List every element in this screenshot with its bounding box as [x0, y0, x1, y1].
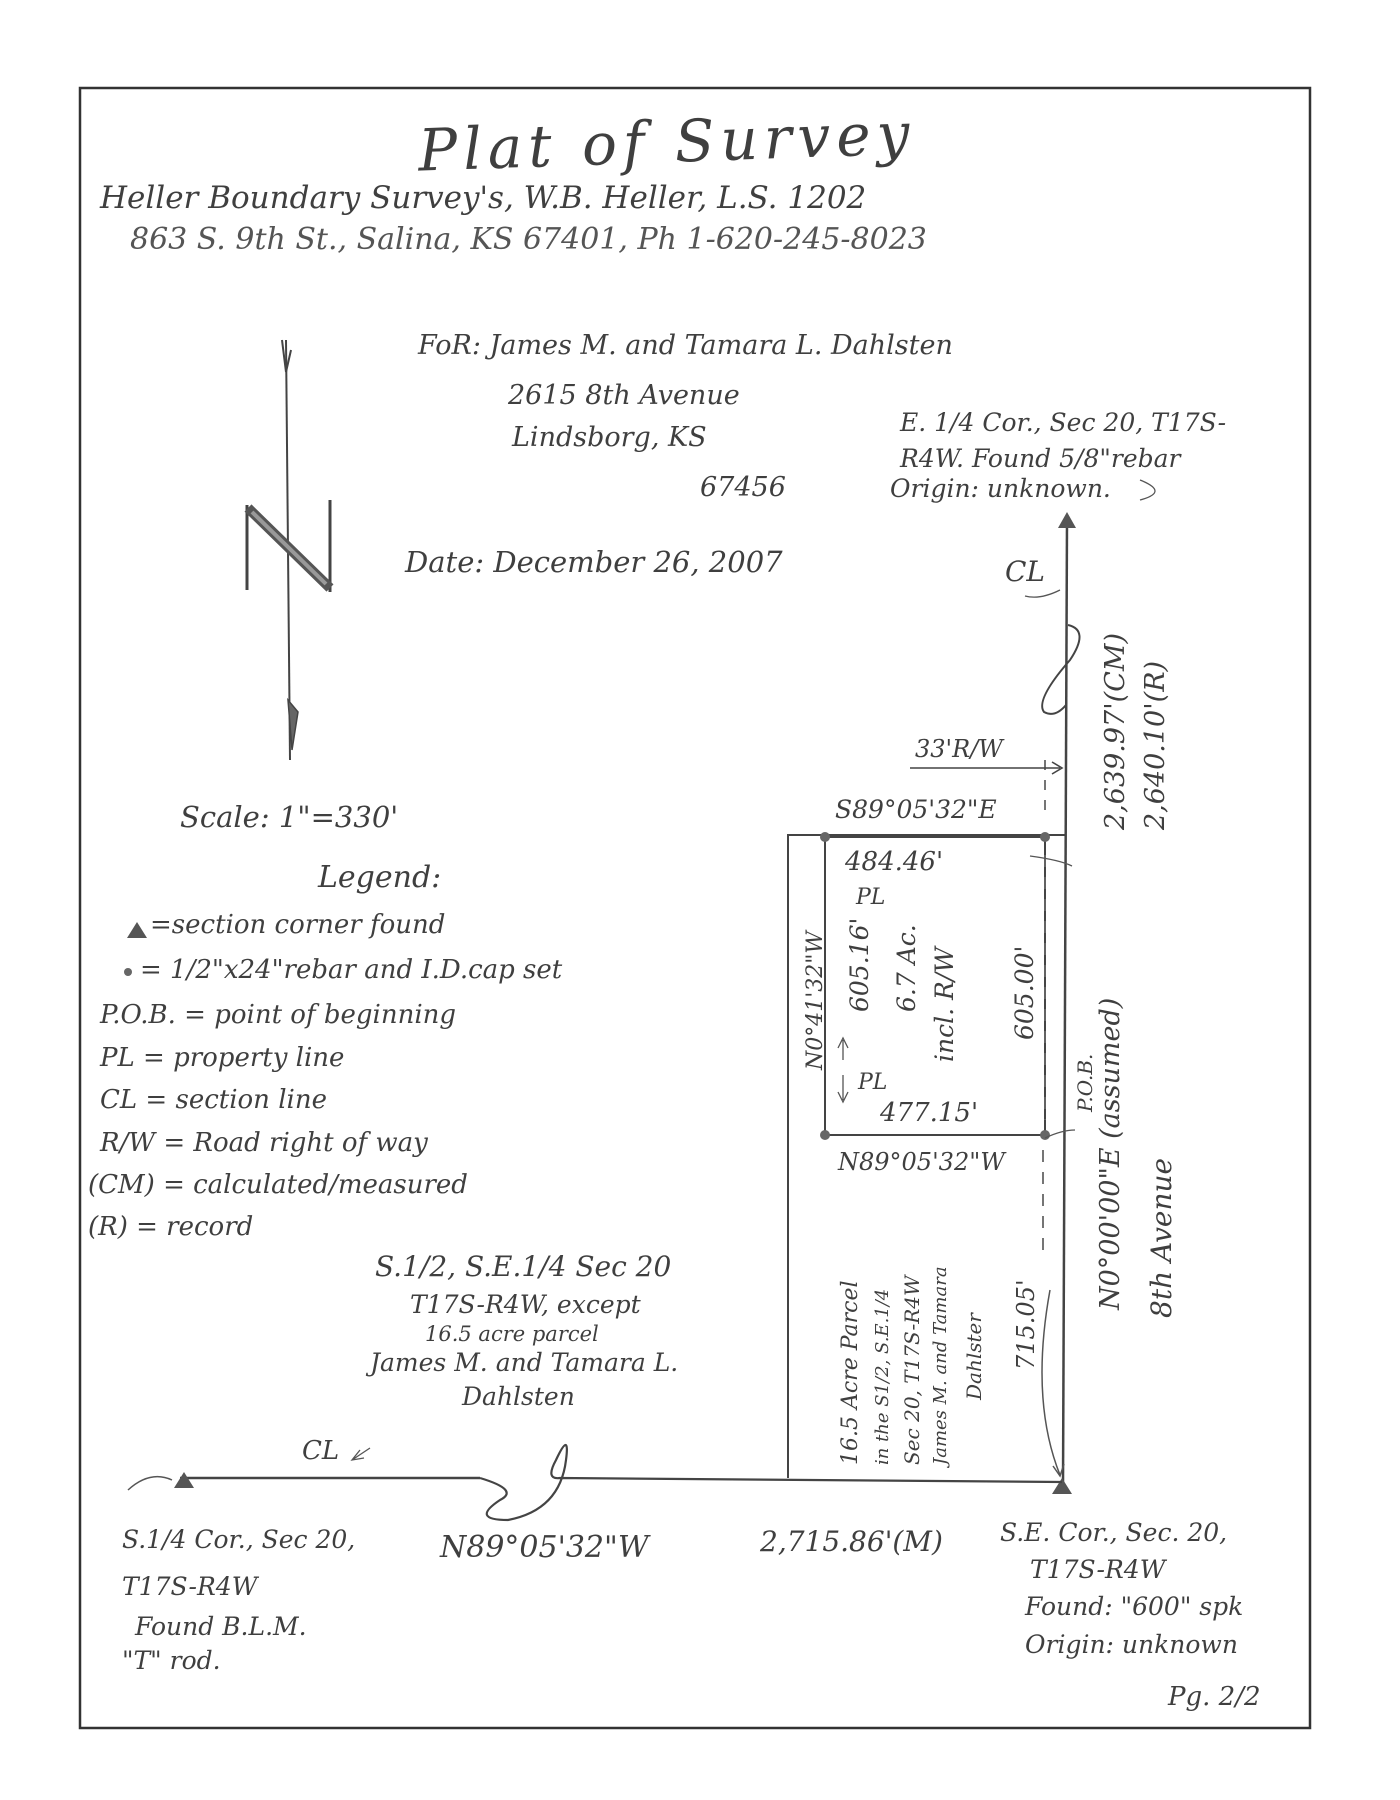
east-distance: 605.00' — [1010, 945, 1039, 1040]
pl-bottom-label: PL — [858, 1070, 888, 1095]
sw-corner-note-4: "T" rod. — [122, 1646, 221, 1675]
north-distance: 484.46' — [845, 847, 944, 877]
se-corner-note-4: Origin: unknown — [1025, 1630, 1238, 1659]
se-corner-note-3: Found: "600" spk — [1025, 1592, 1244, 1621]
south-bearing: N89°05'32"W — [838, 1148, 1005, 1176]
ne-corner-note-3: Origin: unknown. — [890, 474, 1111, 503]
scale-label: Scale: 1"=330' — [180, 800, 399, 834]
legend-item-7: (CM) = calculated/measured — [88, 1170, 468, 1200]
inner-parcel-3: Sec 20, T17S-R4W — [900, 1275, 924, 1465]
road-label: 8th Avenue — [1145, 1157, 1178, 1318]
south-segment-dist: 715.05' — [1012, 1279, 1040, 1370]
legend-title: Legend: — [318, 860, 442, 895]
west-distance: 605.16' — [845, 917, 874, 1012]
sw-corner-note-1: S.1/4 Cor., Sec 20, — [122, 1525, 356, 1554]
bottom-bearing: N89°05'32"W — [440, 1530, 649, 1565]
legend-item-1: =section corner found — [150, 910, 446, 940]
parcel-desc-4: James M. and Tamara L. — [370, 1348, 679, 1377]
north-bearing: S89°05'32"E — [835, 795, 997, 824]
inner-parcel-5: Dahlster — [962, 1313, 986, 1400]
cl-top-label: CL — [1005, 555, 1046, 588]
inner-parcel-1: 16.5 Acre Parcel — [838, 1280, 863, 1465]
plat-title: Plat of Survey — [416, 99, 917, 185]
triangle-icon — [127, 922, 147, 938]
survey-date: Date: December 26, 2007 — [405, 545, 783, 579]
sw-corner-marker — [174, 1472, 194, 1488]
legend-item-5: CL = section line — [100, 1085, 327, 1115]
client-name: FoR: James M. and Tamara L. Dahlsten — [418, 330, 953, 361]
surveyor-line: Heller Boundary Survey's, W.B. Heller, L.S. 1202 — [100, 180, 867, 216]
client-zip: 67456 — [700, 472, 786, 503]
east-line-bearing: N0°00'00"E (assumed) — [1095, 997, 1126, 1310]
parcel-desc-5: Dahlsten — [462, 1382, 575, 1411]
sw-corner-note-3: Found B.L.M. — [135, 1612, 307, 1641]
address-line: 863 S. 9th St., Salina, KS 67401, Ph 1-620-245-8023 — [130, 222, 927, 257]
ne-corner-note-2: R4W. Found 5/8"rebar — [900, 444, 1181, 473]
parcel-desc-1: S.1/2, S.E.1/4 Sec 20 — [375, 1250, 672, 1283]
se-corner-note-2: T17S-R4W — [1030, 1555, 1166, 1584]
north-arrow-icon — [247, 340, 330, 760]
pl-top-label: PL — [856, 885, 886, 910]
section-dist-r: 2,640.10'(R) — [1140, 660, 1171, 830]
north-arrow-label — [0, 0, 1, 1]
legend-item-2: = 1/2"x24"rebar and I.D.cap set — [140, 955, 563, 985]
pob-label: P.O.B. — [1073, 1053, 1097, 1112]
legend-item-8: (R) = record — [88, 1212, 254, 1242]
se-corner-note-1: S.E. Cor., Sec. 20, — [1000, 1518, 1228, 1547]
section-dist-cm: 2,639.97'(CM) — [1100, 632, 1131, 830]
bottom-distance: 2,715.86'(M) — [760, 1525, 943, 1558]
row-label: 33'R/W — [915, 735, 1003, 763]
area-label-2: incl. R/W — [930, 947, 959, 1062]
cl-bottom-label: CL — [302, 1436, 340, 1466]
parcel-desc-3: 16.5 acre parcel — [425, 1322, 599, 1346]
parcel-desc-2: T17S-R4W, except — [410, 1290, 641, 1319]
client-city: Lindsborg, KS — [512, 422, 707, 453]
area-label: 6.7 Ac. — [892, 924, 921, 1012]
rebar-dot-icon — [124, 968, 132, 976]
ne-corner-note-1: E. 1/4 Cor., Sec 20, T17S- — [900, 408, 1227, 437]
sw-corner-note-2: T17S-R4W — [122, 1572, 258, 1601]
client-street: 2615 8th Avenue — [508, 380, 740, 411]
legend-item-3: P.O.B. = point of beginning — [100, 1000, 457, 1030]
se-corner-marker — [1052, 1478, 1072, 1494]
legend-item-6: R/W = Road right of way — [100, 1128, 428, 1158]
west-bearing: N0°41'32"W — [803, 930, 828, 1070]
inner-parcel-2: in the S1/2, S.E.1/4 — [872, 1288, 893, 1465]
inner-parcel-4: James M. and Tamara — [930, 1266, 951, 1465]
page-number: Pg. 2/2 — [1168, 1682, 1261, 1712]
legend-item-4: PL = property line — [100, 1043, 345, 1073]
south-distance: 477.15' — [880, 1098, 979, 1128]
